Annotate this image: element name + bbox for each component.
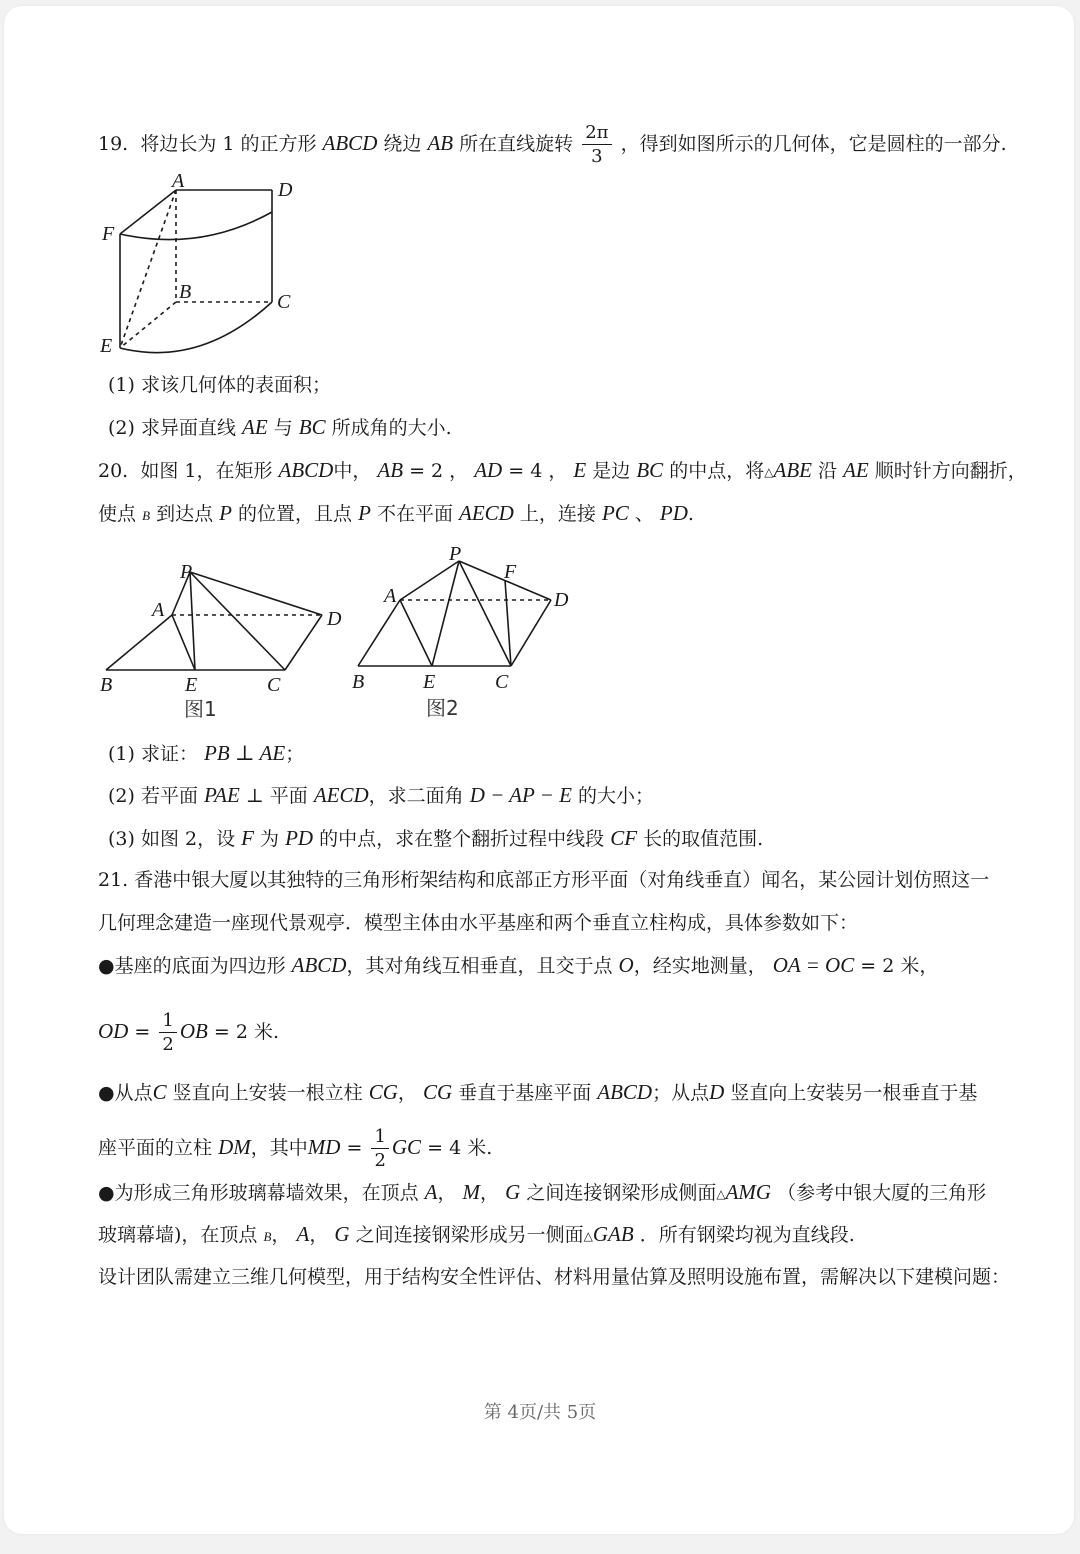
q21-bullet2-formula: 座平面的立柱 DM，其中MD = $\frac{1}{2}$ GC = 4 米. — [98, 1126, 493, 1171]
q20-part2: (2) 若平面 PAE ⊥ 平面 AECD，求二面角 D − AP − E 的大小； — [108, 783, 654, 807]
q20-part3: (3) 如图 2，设 F 为 PD 的中点，求在整个翻折过程中线段 CF 长的取值范围. — [108, 826, 764, 850]
q21-bullet1: ●基座的底面为四边形 ABCD，其对角线互相垂直，且交于点 O，经实地测量， OA = OC = 2 米， — [98, 953, 939, 977]
q21-line2: 几何理念建造一座现代景观亭．模型主体由水平基座和两个垂直立柱构成，具体参数如下： — [98, 912, 859, 934]
label-A: A — [384, 585, 397, 607]
label-E: E — [100, 335, 113, 357]
q20-line2: 使点 B 到达点 P 的位置，且点 P 不在平面 AECD 上，连接 PC 、 PD. — [98, 501, 694, 525]
label-D: D — [554, 589, 569, 611]
figure-2-caption: 图2 — [426, 696, 459, 720]
edge-BE — [120, 302, 176, 348]
q19-part1: (1) 求该几何体的表面积； — [108, 374, 331, 396]
q19-fraction: $\frac{2\pi}{3}$ — [582, 124, 611, 166]
q19-part2: (2) 求异面直线 AE 与 BC 所成角的大小. — [108, 415, 452, 439]
q19-figure-solid — [96, 166, 316, 360]
label-D: D — [278, 179, 293, 201]
q19-line1: 19. 将边长为 1 的正方形 ABCD 绕边 AB 所在直线旋转 $\frac{2\pi}{3}$ ，得到如图所示的几何体，它是圆柱的一部分. — [98, 122, 1007, 167]
q20-figure-2 — [346, 540, 582, 726]
arc-EC — [120, 302, 272, 353]
label-A: A — [172, 170, 185, 192]
label-C: C — [277, 291, 291, 313]
label-E: E — [423, 671, 436, 693]
edge-FA — [120, 190, 176, 234]
q21-bullet2: ●从点C 竖直向上安装一根立柱 CG， CG 垂直于基座平面 ABCD；从点D 竖直向上安装另一根垂直于基 — [98, 1080, 978, 1104]
label-C: C — [267, 674, 281, 696]
label-B: B — [179, 281, 192, 303]
label-F: F — [504, 561, 517, 583]
q21-last-line: 设计团队需建立三维几何模型，用于结构安全性评估、材料用量估算及照明设施布置，需解决以下建模问题： — [98, 1266, 1011, 1288]
q21-bullet1-formula: OD = $\frac{1}{2}$ OB = 2 米. — [98, 1010, 279, 1055]
page-footer: 第 4页/共 5页 — [483, 1402, 597, 1423]
q20-figure-1 — [96, 556, 356, 728]
q21-bullet3: ●为形成三角形玻璃幕墙效果，在顶点 A， M， G 之间连接钢梁形成侧面△AMG （参考中银大厦的三角形 — [98, 1180, 987, 1204]
label-B: B — [352, 671, 365, 693]
q21-bullet3-cont: 玻璃幕墙)，在顶点 B， A， G 之间连接钢梁形成另一侧面△GAB ．所有钢梁均视为直线段. — [98, 1222, 855, 1246]
label-B: B — [100, 674, 113, 696]
label-C: C — [495, 671, 509, 693]
figure-1-caption: 图1 — [184, 697, 217, 721]
label-D: D — [327, 608, 342, 630]
label-P: P — [180, 561, 193, 583]
label-A: A — [152, 599, 165, 621]
label-E: E — [185, 674, 198, 696]
label-P: P — [449, 543, 462, 565]
label-F: F — [102, 223, 115, 245]
q21-line1: 21. 香港中银大厦以其独特的三角形桁架结构和底部正方形平面（对角线垂直）闻名，某公园计划仿照这一 — [98, 869, 990, 891]
q20-part1: (1) 求证： PB ⊥ AE； — [108, 741, 305, 765]
q20-line1: 20. 如图 1，在矩形 ABCD中， AB = 2 ， AD = 4 ， E 是边 BC 的中点，将△ABE 沿 AE 顺时针方向翻折， — [98, 458, 1027, 482]
